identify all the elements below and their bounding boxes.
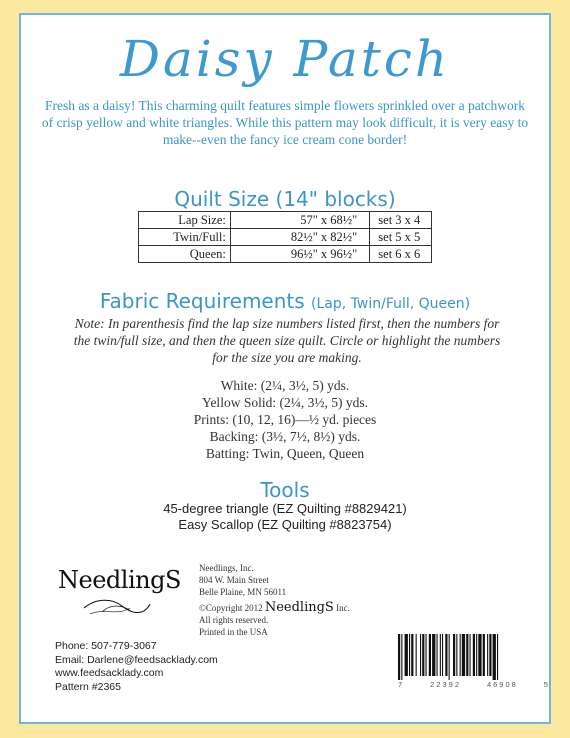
pattern-number: Pattern #2365 [55, 680, 121, 693]
quilt-size-table [138, 211, 432, 263]
small-needlings-logo: NeedlingS [264, 600, 334, 615]
list-item: 45-degree triangle (EZ Quilting #8829421) [163, 501, 407, 516]
logo-swirl-icon [82, 596, 152, 618]
list-item: Backing: (3½, 7½, 8½) yds. [209, 429, 361, 444]
email-text: Email: Darlene@feedsacklady.com [55, 653, 218, 666]
size-label: Queen: [139, 246, 231, 263]
copyright-block [199, 602, 350, 638]
publisher-address [199, 562, 286, 598]
tools-list [0, 501, 570, 533]
address-line: 804 W. Main Street [199, 575, 269, 585]
fabric-heading [0, 289, 570, 313]
copyright-text: ©Copyright 2012 [199, 603, 263, 613]
size-setting: set 6 x 6 [370, 246, 432, 263]
size-dimensions: 96½" x 96½" [230, 246, 369, 263]
fabric-note: Note: In parenthesis find the lap size numbers listed first, then the numbers for the twin/full size, and then the queen size quilt. Circle or highlight the numbers for the size you are making. [73, 316, 501, 365]
contact-info [55, 640, 218, 694]
list-item: Yellow Solid: (2¼, 3½, 5) yds. [202, 395, 368, 410]
size-label: Twin/Full: [139, 229, 231, 246]
list-item: Prints: (10, 12, 16)—½ yd. pieces [193, 412, 377, 427]
barcode-digit-group: 46908 [486, 680, 518, 689]
website-text: www.feedsacklady.com [55, 667, 164, 679]
table-row [139, 212, 432, 229]
barcode-digit-group: 5 [543, 680, 550, 689]
needlings-logo: NeedlingS [58, 566, 181, 594]
table-row [139, 229, 432, 246]
copyright-line: Printed in the USA [199, 627, 268, 637]
list-item: Batting: Twin, Queen, Queen [205, 446, 365, 461]
size-setting: set 5 x 5 [370, 229, 432, 246]
address-line: Belle Plaine, MN 56011 [199, 587, 287, 597]
address-line: Needlings, Inc. [199, 563, 254, 573]
barcode-number [398, 680, 550, 689]
tools-heading: Tools [260, 478, 310, 502]
fabric-subheading: (Lap, Twin/Full, Queen) [311, 296, 471, 312]
fabric-heading-text: Fabric Requirements [99, 289, 305, 313]
table-row [139, 246, 432, 263]
barcode-digit-group: 22392 [430, 680, 461, 689]
copyright-line: All rights reserved. [199, 615, 269, 625]
fabric-list [0, 377, 570, 462]
page-title: Daisy Patch [119, 30, 451, 88]
copyright-suffix: Inc. [336, 603, 350, 613]
size-setting: set 3 x 4 [370, 212, 432, 229]
size-label: Lap Size: [139, 212, 231, 229]
barcode-digit-group: 7 [398, 680, 405, 689]
barcode-icon [396, 634, 552, 680]
intro-paragraph: Fresh as a daisy! This charming quilt features simple flowers sprinkled over a patchwork of crisp yellow and white triangles. While this pattern may look difficult, it is very easy to make--even the fancy ice cream cone border! [41, 98, 529, 147]
size-dimensions: 57" x 68½" [230, 212, 369, 229]
list-item: White: (2¼, 3½, 5) yds. [220, 378, 350, 393]
quilt-size-heading: Quilt Size (14" blocks) [174, 187, 396, 211]
size-dimensions: 82½" x 82½" [230, 229, 369, 246]
phone-text: Phone: 507-779-3067 [55, 640, 157, 652]
list-item: Easy Scallop (EZ Quilting #8823754) [178, 517, 392, 532]
